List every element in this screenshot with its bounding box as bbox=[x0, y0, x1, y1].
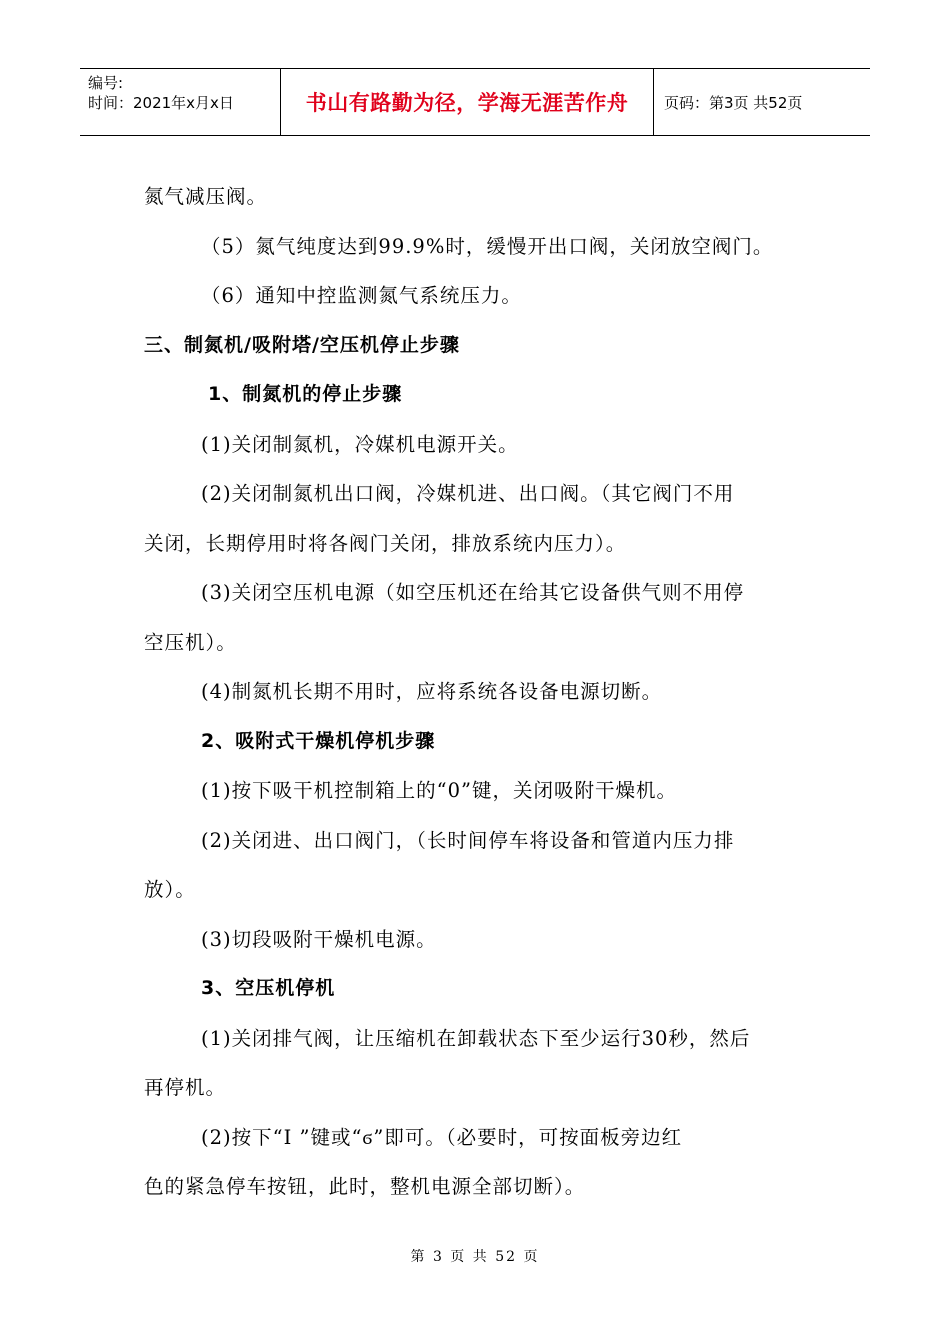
paragraph-line: (3)关闭空压机电源（如空压机还在给其它设备供气则不用停 bbox=[201, 581, 745, 604]
subsection-heading: 3、空压机停机 bbox=[201, 977, 336, 999]
paragraph-line: 色的紧急停车按钮，此时，整机电源全部切断）。 bbox=[144, 1175, 586, 1198]
paragraph-line: (4)制氮机长期不用时，应将系统各设备电源切断。 bbox=[201, 680, 663, 703]
paragraph-line: (1)关闭制氮机，冷媒机电源开关。 bbox=[201, 432, 519, 456]
page-header bbox=[80, 68, 870, 136]
paragraph-line: (2)关闭制氮机出口阀，冷媒机进、出口阀。（其它阀门不用 bbox=[201, 482, 735, 505]
paragraph-line: 再停机。 bbox=[144, 1076, 227, 1099]
document-body bbox=[144, 172, 804, 1212]
document-date: 时间：2021年x月x日 bbox=[88, 94, 234, 112]
paragraph-line: 放）。 bbox=[144, 878, 196, 901]
subsection-heading: 2、吸附式干燥机停机步骤 bbox=[201, 729, 436, 752]
paragraph-line: 氮气减压阀。 bbox=[144, 185, 268, 208]
paragraph-line: (3)切段吸附干燥机电源。 bbox=[201, 927, 437, 951]
paragraph-line: 关闭，长期停用时将各阀门关闭，排放系统内压力）。 bbox=[144, 531, 627, 555]
paragraph-line: （6）通知中控监测氮气系统压力。 bbox=[201, 284, 522, 307]
header-motto: 书山有路勤为径，学海无涯苦作舟 bbox=[281, 69, 654, 135]
paragraph-line: (2)按下“I ”键或“ϭ”即可。（必要时，可按面板旁边红 bbox=[201, 1125, 683, 1149]
paragraph-line: (1)按下吸干机控制箱上的“0”键，关闭吸附干燥机。 bbox=[201, 779, 677, 802]
subsection-heading: 1、制氮机的停止步骤 bbox=[208, 383, 403, 405]
paragraph-line: (2)关闭进、出口阀门，（长时间停车将设备和管道内压力排 bbox=[201, 828, 735, 852]
paragraph-line: （5）氮气纯度达到99.9%时，缓慢开出口阀，关闭放空阀门。 bbox=[201, 234, 774, 258]
paragraph-line: (1)关闭排气阀，让压缩机在卸载状态下至少运行30秒，然后 bbox=[201, 1026, 751, 1050]
paragraph-line: 空压机）。 bbox=[144, 630, 237, 654]
header-meta bbox=[80, 69, 281, 135]
document-number-label: 编号: bbox=[88, 74, 124, 92]
header-page-info: 页码：第3页 共52页 bbox=[664, 93, 803, 112]
page-footer: 第 3 页 共 52 页 bbox=[410, 1249, 540, 1265]
section-heading: 三、制氮机/吸附塔/空压机停止步骤 bbox=[144, 333, 460, 356]
